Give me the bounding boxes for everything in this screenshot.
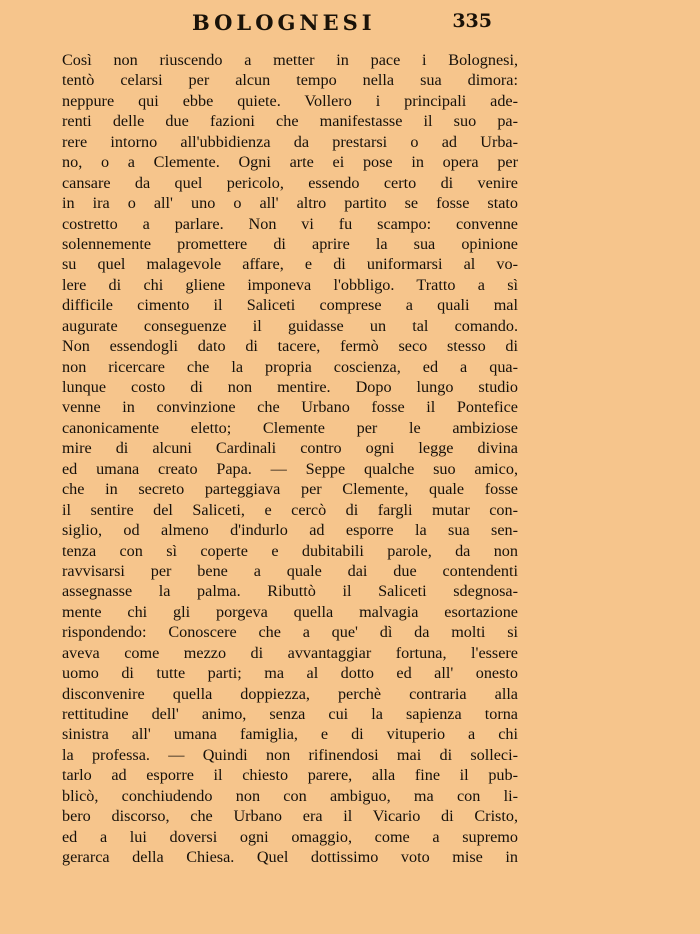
text-line: la professa. — Quindi non rifinendosi mai di sollеci- [62, 745, 518, 764]
text-line: blicò, conchiudendo non con ambiguo, ma con li- [62, 786, 518, 805]
body-text [62, 50, 518, 868]
text-line: lere di chi gliene imponeva l'obbligo. Tratto a sì [62, 275, 518, 294]
page-header [60, 10, 520, 40]
text-line: assegnasse la palma. Ributtò il Saliceti sdegnosa- [62, 582, 518, 601]
text-line: ravvisarsi per bene a quale dai due contendenti [62, 561, 518, 580]
text-line: tarlo ad esporre il chiesto parere, alla fine il pub- [62, 766, 518, 785]
text-line: disconvenire quella doppiezza, perchè contraria alla [62, 684, 518, 703]
text-line: renti delle due fazioni che manifestasse il suo pa- [62, 112, 518, 131]
text-line: aveva come mezzo di avvantaggiar fortuna, l'essere [62, 643, 518, 662]
text-line: solennemente promettere di aprire la sua opinione [62, 234, 518, 253]
text-line: cansare da quel pericolo, essendo certo di venire [62, 173, 518, 192]
text-line: augurate conseguenze il guidasse un tal comando. [62, 316, 518, 335]
text-line: rispondendo: Conoscere che a que' dì da molti si [62, 623, 518, 642]
text-line: difficile cimento il Saliceti comprese a quali mal [62, 296, 518, 315]
text-line: ed umana creato Papa. — Seppe qualche suo amico, [62, 459, 518, 478]
text-line: venne in convinzione che Urbano fosse il Pontefice [62, 398, 518, 417]
text-line: bero discorso, che Urbano era il Vicario di Cristo, [62, 807, 518, 826]
text-line: lunque costo di non mentire. Dopo lungo studio [62, 378, 518, 396]
text-line: mente chi gli porgeva quella malvagia esortazione [62, 602, 518, 621]
text-line: il sentire del Saliceti, e cercò di fargli mutar con- [62, 500, 518, 519]
text-line: Non essendogli dato di tacere, fermò seco stesso di [62, 337, 518, 356]
text-line: costretto a parlare. Non vi fu scampo: convenne [62, 214, 518, 233]
text-line: che in secreto parteggiava per Clemente, quale fosse [62, 480, 518, 499]
text-line: in ira o all' uno o all' altro partito se fosse stato [62, 194, 518, 213]
page-number: 335 [452, 10, 492, 32]
text-line: gerarca della Chiesa. Quel dottissimo voto mise in [62, 848, 518, 867]
text-line: rettitudine dell' animo, senza cui la sapienza torna [62, 705, 518, 723]
text-line: neppure qui ebbe quiete. Vollero i principali ade- [62, 91, 518, 110]
text-line: siglio, od almeno d'indurlo ad esporre la sua sen- [62, 521, 518, 540]
text-line: canonicamente eletto; Clemente per le ambiziose [62, 418, 518, 437]
text-line: tenza con sì coperte e dubitabili parole, da non [62, 541, 518, 560]
text-line: su quel malagevole affare, e di uniformarsi al vo- [62, 255, 518, 274]
text-line: no, o a Clemente. Ogni arte ei pose in opera per [62, 153, 518, 172]
text-line: Così non riuscendo a metter in pace i Bolognesi, [62, 51, 518, 69]
running-head: BOLOGNESI [192, 10, 376, 35]
text-line: rere intorno all'ubbidienza da prestarsi o ad Urba- [62, 132, 518, 151]
text-line: mire di alcuni Cardinali contro ogni legge divina [62, 439, 518, 458]
text-line: non ricercare che la propria coscienza, ed a qua- [62, 357, 518, 376]
text-line: sinistra all' umana famiglia, e di vituperio a chi [62, 725, 518, 744]
text-line: tentò celarsi per alcun tempo nella sua dimora: [62, 71, 518, 90]
text-line: ed a lui doversi ogni omaggio, come a supremo [62, 827, 518, 846]
text-line: uomo di tutte parti; ma al dotto ed all' onesto [62, 664, 518, 683]
